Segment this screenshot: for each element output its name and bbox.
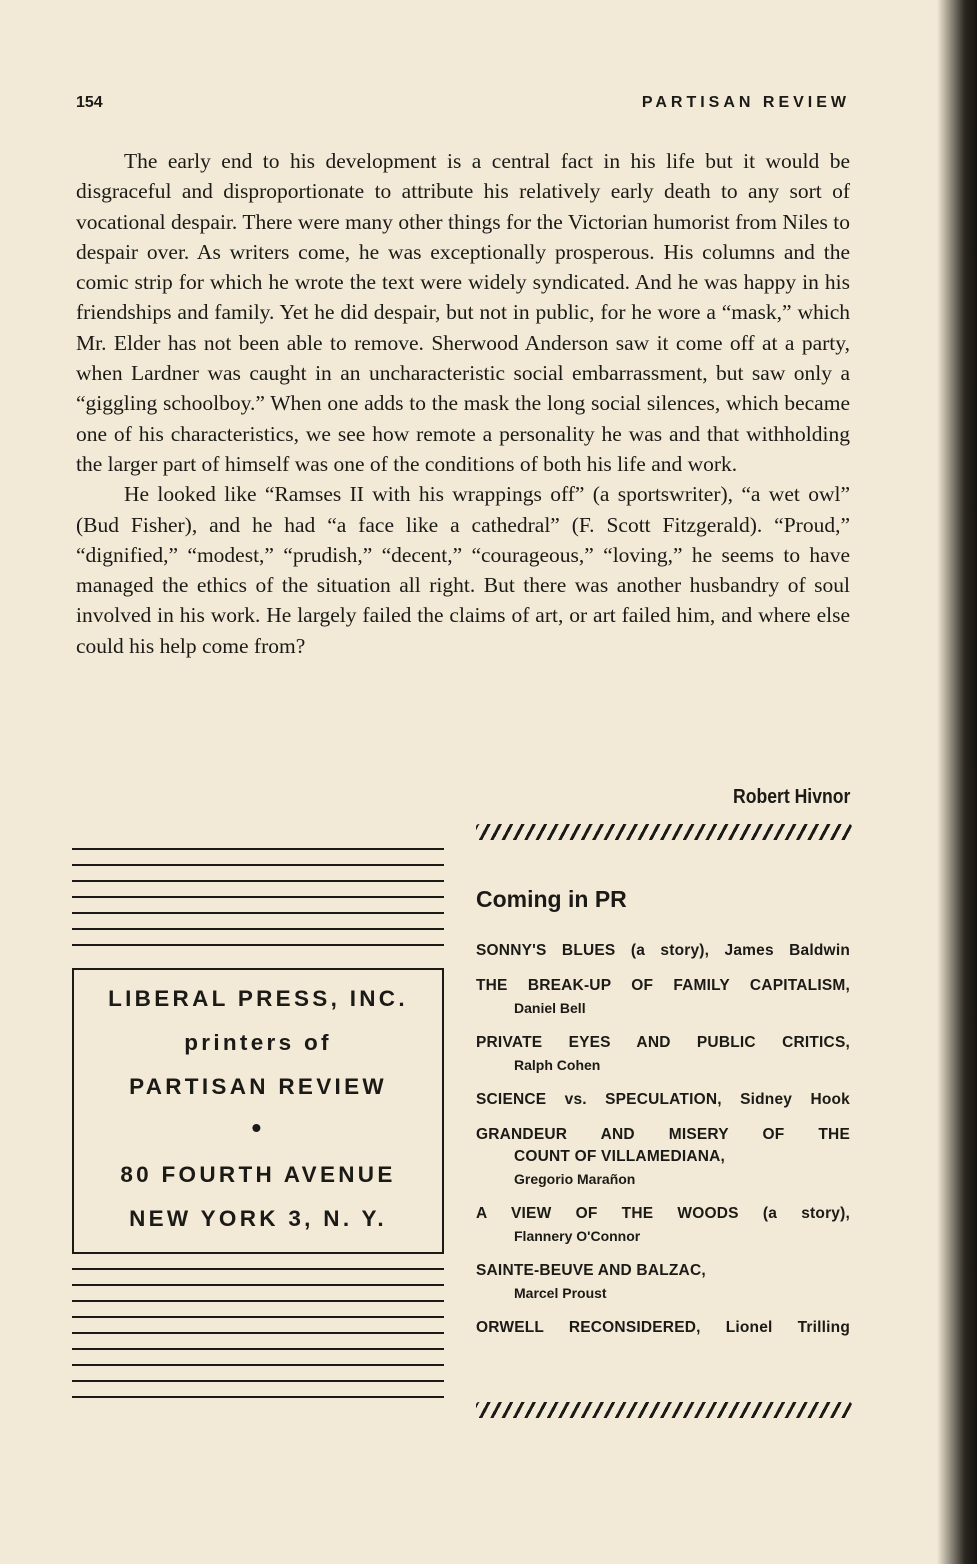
list-item [476,1317,850,1339]
rule-line [72,1332,444,1334]
coming-list [476,940,850,1352]
list-item [476,1124,850,1190]
rule-line [72,928,444,930]
rule-line [72,1380,444,1382]
rule-line [72,896,444,898]
ad-company: LIBERAL PRESS, INC. [108,986,408,1011]
list-item [476,1203,850,1247]
list-item [476,975,850,1019]
rule-line [72,1284,444,1286]
wave-ornament-top [476,824,852,840]
item-author: Ralph Cohen [514,1057,601,1073]
rule-line [72,1396,444,1398]
rule-line [72,1364,444,1366]
item-title-continued: COUNT OF VILLAMEDIANA, [514,1148,726,1165]
ad-journal: PARTISAN REVIEW [129,1074,387,1099]
article-body [76,146,850,661]
list-item [476,1032,850,1076]
coming-heading: Coming in PR [476,886,627,912]
list-item [476,1260,850,1304]
list-item [476,1089,850,1111]
wave-ornament-bottom [476,1402,852,1418]
rule-block-top [72,848,444,960]
item-title: SAINTE-BEUVE AND BALZAC, [476,1262,706,1279]
author-signature: Robert Hivnor [732,786,850,808]
rule-line [72,912,444,914]
printer-advertisement [72,968,444,1254]
page-number: 154 [76,94,103,111]
rule-line [72,1300,444,1302]
ad-tagline: printers of [184,1030,332,1055]
rule-line [72,1316,444,1318]
item-author: Flannery O'Connor [514,1228,641,1244]
paragraph: He looked like “Ramses II with his wrappings off” (a sportswriter), “a wet owl” (Bud Fisher), and he had “a face like a cathedral” (F. Scott Fitzgerald). “Proud,” “dignified,” “modest,” “prudish,” “decent,” “courageous,” “loving,” he seems to have managed the ethics of the situation all right. But there was another husbandry of soul involved in his work. He largely failed the claims of art, or art failed him, and where else could his help come from? [76,482,850,658]
journal-title: PARTISAN REVIEW [641,94,850,111]
item-title: GRANDEUR AND MISERY OF THE [476,1126,850,1143]
item-title: SCIENCE vs. SPECULATION, Sidney Hook [476,1091,850,1108]
ad-city: NEW YORK 3, N. Y. [129,1206,387,1231]
item-title: A VIEW OF THE WOODS (a story), [476,1205,850,1222]
rule-line [72,848,444,850]
rule-line [72,1268,444,1270]
rule-block-bottom [72,1268,444,1412]
ad-street: 80 FOURTH AVENUE [120,1162,396,1187]
item-author: Marcel Proust [514,1285,607,1301]
item-title: SONNY'S BLUES (a story), James Baldwin [476,942,850,959]
rule-line [72,864,444,866]
item-author: Gregorio Marañon [514,1171,636,1187]
running-head [76,94,850,118]
item-title: ORWELL RECONSIDERED, Lionel Trilling [476,1319,850,1336]
paragraph: The early end to his development is a central fact in his life but it would be disgraceful and disproportionate to attribute his relatively early death to any sort of vocational despair. There were many other things for the Victorian humorist from Niles to despair over. As writers come, he was exceptionally prosperous. His columns and the comic strip for which he wrote the text were widely syndicated. And he was happy in his friendships and family. Yet he did despair, but not in public, for he wore a “mask,” which Mr. Elder has not been able to remove. Sherwood Anderson saw it come off at a party, when Lardner was caught in an uncharacteristic social embarrassment, but saw only a “giggling schoolboy.” When one adds to the mask the long social silences, which became one of his characteristics, we see how remote a personality he was and that withholding the larger part of himself was one of the conditions of both his life and work. [76,149,850,476]
page-gutter-shadow [937,0,977,1564]
rule-line [72,880,444,882]
list-item [476,940,850,962]
item-author: Daniel Bell [514,1000,586,1016]
rule-line [72,944,444,946]
ad-bullet: • [251,1112,265,1143]
item-title: THE BREAK-UP OF FAMILY CAPITALISM, [476,977,850,994]
rule-line [72,1348,444,1350]
item-title: PRIVATE EYES AND PUBLIC CRITICS, [476,1034,850,1051]
